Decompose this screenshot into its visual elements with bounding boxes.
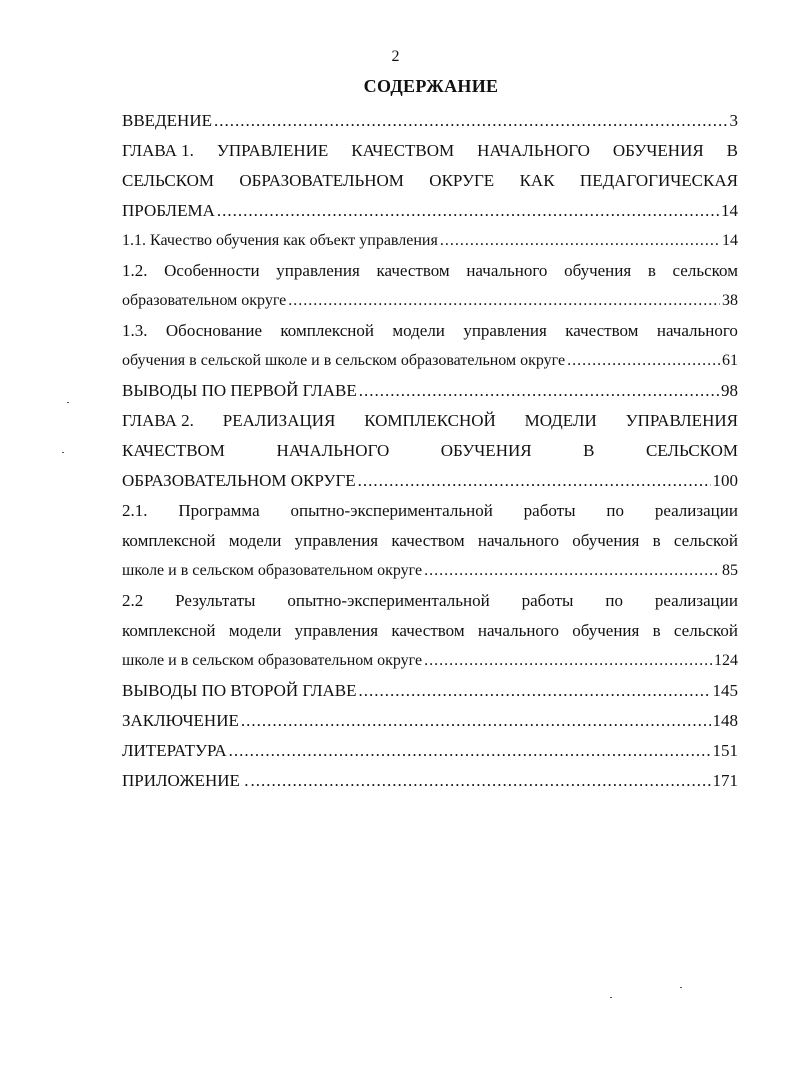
toc-word: ОБУЧЕНИЯ	[440, 441, 532, 460]
dot-leader	[358, 466, 711, 496]
toc-word: КАЧЕСТВОМ	[122, 441, 225, 460]
toc-word: УПРАВЛЕНИЯ	[625, 411, 738, 430]
toc-word: в	[647, 261, 656, 280]
toc-word: опытно-экспериментальной	[290, 501, 493, 520]
toc-word: в	[652, 531, 661, 550]
toc-word: по	[605, 591, 623, 610]
toc-word: Программа	[178, 501, 260, 520]
toc-word: СЕЛЬСКОМ	[122, 171, 215, 190]
toc-entry-title: ЛИТЕРАТУРА	[122, 741, 227, 760]
toc-word: 1.3.	[122, 321, 148, 340]
toc-entry	[122, 706, 738, 736]
toc-entry-line	[122, 256, 738, 286]
toc-word: ОКРУГЕ	[429, 171, 495, 190]
toc-entry-line	[122, 406, 738, 436]
toc-word: начального	[656, 321, 738, 340]
toc-word: СЕЛЬСКОМ	[645, 441, 738, 460]
toc-entry-line	[122, 136, 738, 166]
toc-entry-title: школе и в сельском образовательном округе	[122, 562, 423, 579]
toc-entry	[122, 136, 738, 226]
toc-entry-line	[122, 316, 738, 346]
toc-entry-title: ВЫВОДЫ ПО ВТОРОЙ ГЛАВЕ	[122, 681, 357, 700]
toc-word: ГЛАВА 2.	[122, 411, 194, 430]
toc-entry-leader-line	[122, 736, 738, 766]
toc-word: модели	[228, 531, 282, 550]
dot-leader	[424, 646, 712, 676]
toc-entry-line	[122, 586, 738, 616]
toc-word: качеством	[391, 531, 465, 550]
toc-word: управления	[276, 261, 360, 280]
toc-word: сельской	[673, 621, 738, 640]
dot-leader	[440, 226, 720, 256]
scan-speck	[62, 452, 64, 453]
toc-entry-title: школе и в сельском образовательном округе	[122, 652, 423, 669]
dot-leader	[229, 736, 711, 766]
toc-entry	[122, 376, 738, 406]
dot-leader	[214, 106, 728, 136]
toc-word: 2.2	[122, 591, 144, 610]
toc-entry-leader-line	[122, 286, 738, 316]
toc-entry-leader-line	[122, 706, 738, 736]
toc-word: качеством	[565, 321, 639, 340]
toc-word: ОБРАЗОВАТЕЛЬНОМ	[239, 171, 404, 190]
toc-page-number: 61	[722, 352, 738, 369]
dot-leader	[359, 676, 711, 706]
toc-word: ОБУЧЕНИЯ	[612, 141, 704, 160]
toc-word: обучения	[572, 621, 640, 640]
toc-entry	[122, 316, 738, 376]
toc-word: НАЧАЛЬНОГО	[276, 441, 390, 460]
dot-leader	[241, 706, 711, 736]
toc-entry-leader-line	[122, 556, 738, 586]
toc-word: комплексной	[122, 621, 216, 640]
toc-word: работы	[521, 591, 574, 610]
toc-word: работы	[523, 501, 576, 520]
toc-word: управления	[294, 531, 379, 550]
toc-word: начального	[466, 261, 548, 280]
toc-entry-leader-line	[122, 466, 738, 496]
scan-speck	[680, 987, 682, 988]
toc-word: НАЧАЛЬНОГО	[477, 141, 590, 160]
toc-word: Результаты	[175, 591, 256, 610]
toc-word: обучения	[572, 531, 640, 550]
toc-page-number: 98	[721, 381, 738, 400]
toc-entry-title: образовательном округе	[122, 292, 287, 309]
toc-entry-title: ПРИЛОЖЕНИЕ .	[122, 771, 249, 790]
toc-page-number: 38	[722, 292, 738, 309]
toc-word: В	[583, 441, 595, 460]
toc-word: УПРАВЛЕНИЕ	[216, 141, 329, 160]
toc-word: 1.2.	[122, 261, 148, 280]
dot-leader	[359, 376, 719, 406]
toc-entry-leader-line	[122, 196, 738, 226]
toc-word: МОДЕЛИ	[524, 411, 597, 430]
toc-entry-title: 1.1. Качество обучения как объект управления	[122, 232, 438, 249]
toc-entry-line	[122, 526, 738, 556]
dot-leader	[250, 766, 710, 796]
toc-entry-leader-line	[122, 676, 738, 706]
toc-word: в	[652, 621, 661, 640]
toc-entry	[122, 226, 738, 256]
toc-entry-title: ЗАКЛЮЧЕНИЕ	[122, 711, 239, 730]
toc-word: обучения	[564, 261, 632, 280]
toc-word: КОМПЛЕКСНОЙ	[364, 411, 496, 430]
toc-entry-title: обучения в сельской школе и в сельском образовательном округе	[122, 352, 566, 369]
toc-entry	[122, 256, 738, 316]
toc-entry-title: ВВЕДЕНИЕ	[122, 111, 212, 130]
toc-entry	[122, 586, 738, 676]
toc-entry-leader-line	[122, 226, 738, 256]
toc-page-number: 100	[712, 471, 738, 490]
toc-word: реализации	[654, 501, 738, 520]
toc-page-number: 151	[712, 741, 738, 760]
toc-entry-line	[122, 496, 738, 526]
toc-word: по	[606, 501, 624, 520]
toc-page-number: 145	[712, 681, 738, 700]
toc-word: КАЧЕСТВОМ	[351, 141, 455, 160]
toc-word: качеством	[376, 261, 450, 280]
toc-word: управления	[294, 621, 379, 640]
toc-word: реализации	[654, 591, 738, 610]
toc-entry	[122, 496, 738, 586]
toc-word: ПЕДАГОГИЧЕСКАЯ	[579, 171, 738, 190]
toc-entry	[122, 676, 738, 706]
toc-page-number: 3	[729, 111, 738, 130]
toc-entry	[122, 406, 738, 496]
toc-word: комплексной	[280, 321, 374, 340]
dot-leader	[567, 346, 720, 376]
toc-entry-line	[122, 166, 738, 196]
toc-page-number: 14	[722, 232, 738, 249]
toc-word: РЕАЛИЗАЦИЯ	[222, 411, 336, 430]
toc-word: комплексной	[122, 531, 216, 550]
dot-leader	[424, 556, 720, 586]
toc-word: модели	[392, 321, 445, 340]
toc-page-number: 148	[712, 711, 738, 730]
toc-entry	[122, 106, 738, 136]
toc-page-number: 124	[714, 652, 738, 669]
toc-entry-leader-line	[122, 346, 738, 376]
toc-word: 2.1.	[122, 501, 148, 520]
toc-entry-leader-line	[122, 376, 738, 406]
toc-entry-leader-line	[122, 646, 738, 676]
toc-entry-line	[122, 616, 738, 646]
toc-entry-leader-line	[122, 106, 738, 136]
toc-entry-title: ВЫВОДЫ ПО ПЕРВОЙ ГЛАВЕ	[122, 381, 357, 400]
toc-word: сельском	[672, 261, 738, 280]
toc-word: опытно-экспериментальной	[287, 591, 490, 610]
toc-word: Особенности	[164, 261, 260, 280]
toc-word: сельской	[673, 531, 738, 550]
page-title: СОДЕРЖАНИЕ	[363, 76, 499, 96]
toc-page-number: 85	[722, 562, 738, 579]
toc-word: качеством	[391, 621, 465, 640]
toc-entry-title: ОБРАЗОВАТЕЛЬНОМ ОКРУГЕ	[122, 471, 356, 490]
toc-entry-leader-line	[122, 766, 738, 796]
scan-speck	[67, 402, 69, 403]
toc-word: В	[726, 141, 738, 160]
toc-entry-title: ПРОБЛЕМА	[122, 201, 215, 220]
page-number: 2	[391, 48, 400, 65]
toc-word: КАК	[519, 171, 555, 190]
toc-word: начального	[477, 621, 559, 640]
toc-word: Обоснование	[165, 321, 262, 340]
toc-entry	[122, 766, 738, 796]
toc-word: ГЛАВА 1.	[122, 141, 194, 160]
toc-word: начального	[477, 531, 559, 550]
toc-page-number: 14	[721, 201, 738, 220]
toc-page-number: 171	[712, 771, 738, 790]
dot-leader	[288, 286, 720, 316]
toc-entry	[122, 736, 738, 766]
dot-leader	[217, 196, 719, 226]
toc-entry-line	[122, 436, 738, 466]
table-of-contents	[122, 106, 738, 796]
toc-word: модели	[228, 621, 282, 640]
scan-speck	[610, 997, 612, 998]
toc-word: управления	[463, 321, 547, 340]
